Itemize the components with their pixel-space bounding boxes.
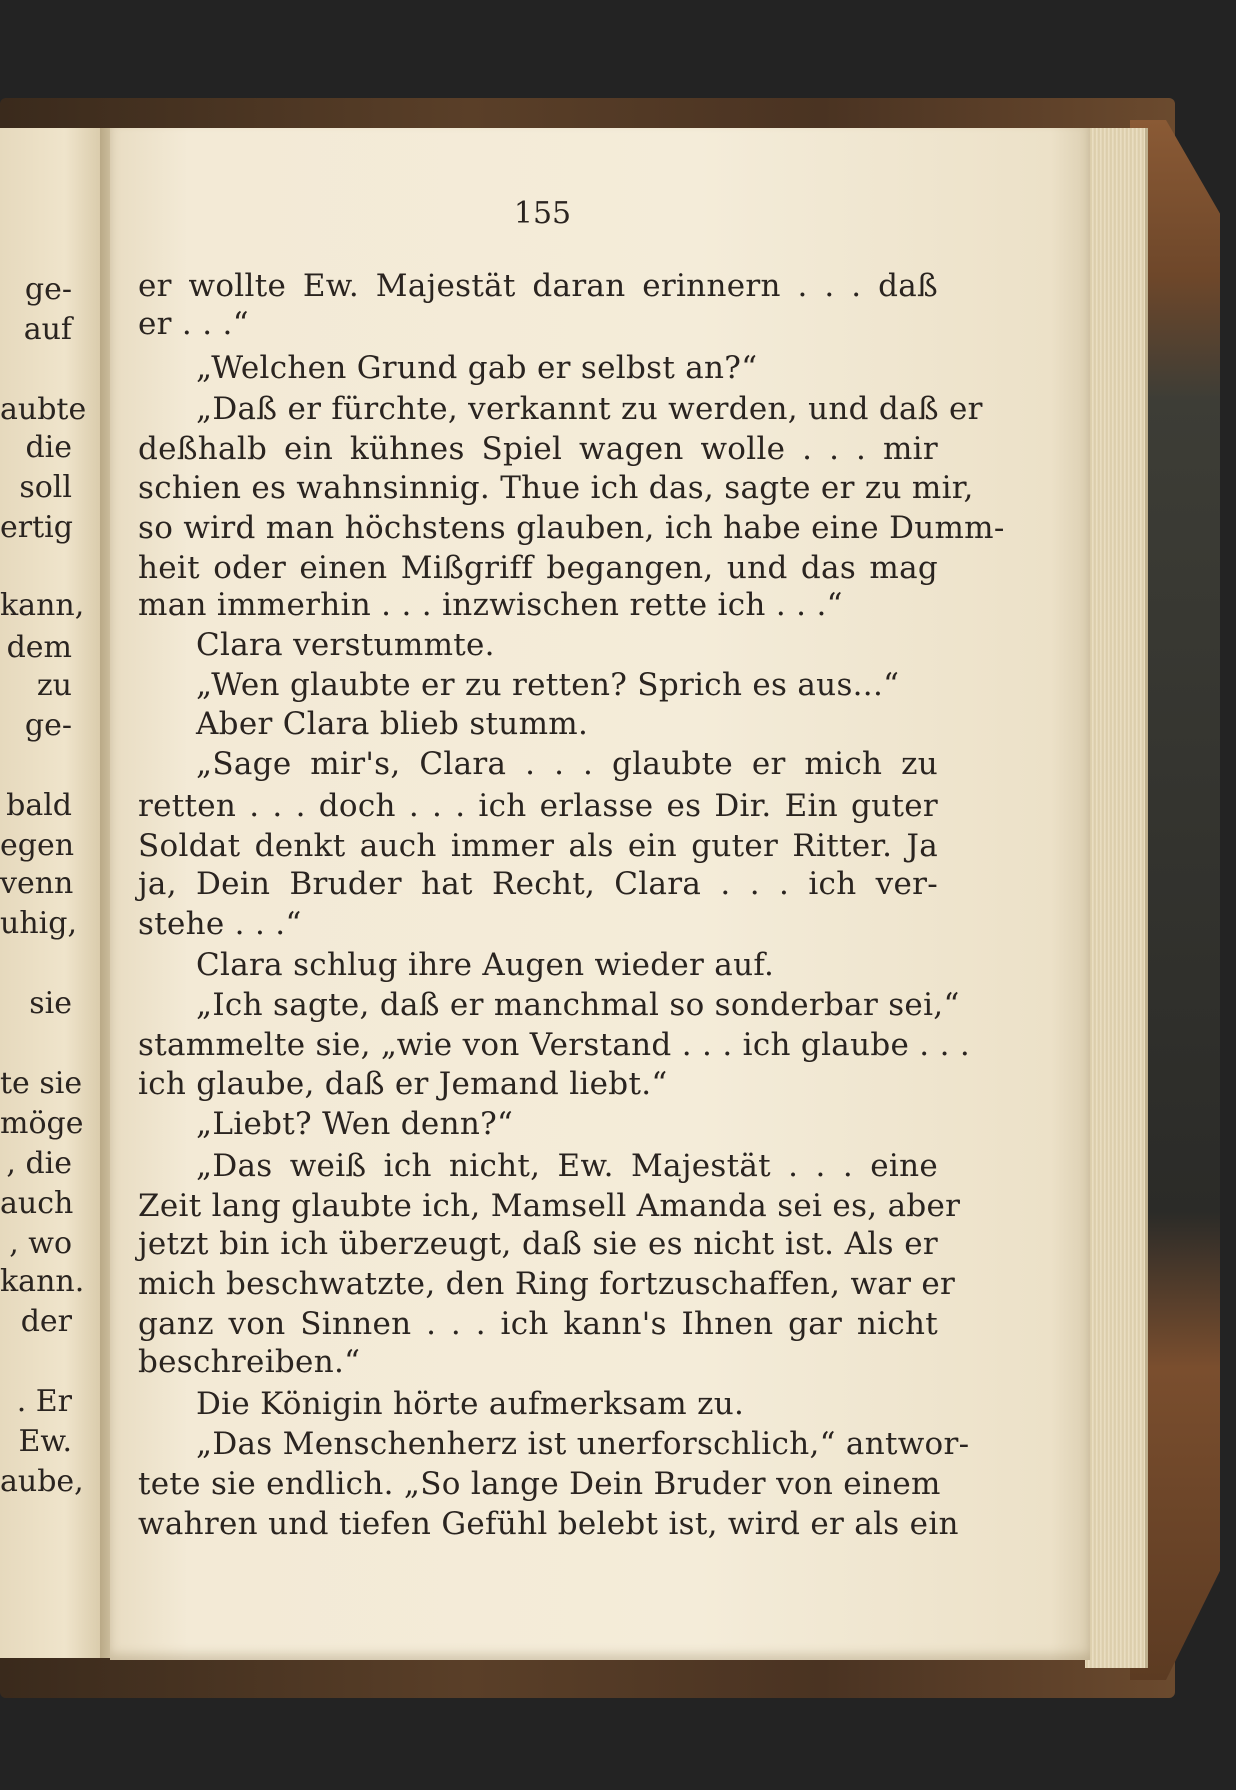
left-page-line: zu — [36, 668, 72, 703]
text-line: wahren und tiefen Gefühl belebt ist, wird er als ein — [138, 1506, 959, 1542]
text-line: heit oder einen Mißgriff begangen, und das mag — [138, 550, 938, 586]
left-page-line: venn — [0, 866, 74, 901]
left-page-line: möge — [0, 1106, 84, 1141]
text-line: „Wen glaubte er zu retten? Sprich es aus...“ — [196, 667, 900, 703]
left-page-line: aube, — [0, 1464, 84, 1499]
left-page-line: ge- — [24, 708, 72, 743]
page-number: 155 — [513, 196, 572, 231]
text-line: „Liebt? Wen denn?“ — [196, 1106, 514, 1142]
text-line: ich glaube, daß er Jemand liebt.“ — [138, 1066, 668, 1102]
left-page-line: , wo — [9, 1226, 72, 1261]
left-page-line: kann, — [0, 588, 85, 623]
left-page-line: Ew. — [18, 1424, 72, 1459]
text-line: Zeit lang glaubte ich, Mamsell Amanda sei es, aber — [138, 1188, 961, 1224]
left-page-line: auf — [23, 312, 72, 347]
text-line: deßhalb ein kühnes Spiel wagen wolle . . . mir — [138, 431, 938, 467]
page-stack-edge — [1085, 128, 1148, 1668]
text-line: „Das Menschenherz ist unerforschlich,“ antwor- — [196, 1426, 970, 1462]
text-line: „Sage mir's, Clara . . . glaubte er mich zu — [196, 746, 938, 782]
text-line: ja, Dein Bruder hat Recht, Clara . . . ich ver- — [138, 866, 938, 902]
text-line: so wird man höchstens glauben, ich habe eine Dumm- — [138, 510, 1005, 546]
text-line: Soldat denkt auch immer als ein guter Ritter. Ja — [138, 828, 938, 864]
left-page-line: sie — [29, 986, 72, 1021]
left-page-line: te sie — [0, 1066, 83, 1101]
left-page-line: kann. — [0, 1264, 85, 1299]
text-line: Aber Clara blieb stumm. — [196, 706, 589, 742]
text-line: mich beschwatzte, den Ring fortzuschaffen, war er — [138, 1266, 956, 1302]
text-line: Clara schlug ihre Augen wieder auf. — [196, 947, 775, 983]
text-line: beschreiben.“ — [138, 1344, 361, 1380]
text-line: jetzt bin ich überzeugt, daß sie es nicht ist. Als er — [138, 1226, 938, 1262]
left-page-line: uhig, — [0, 906, 77, 941]
text-line: „Das weiß ich nicht, Ew. Majestät . . . eine — [196, 1148, 938, 1184]
left-page-line: der — [20, 1304, 72, 1339]
text-line: Die Königin hörte aufmerksam zu. — [196, 1386, 745, 1422]
text-line: man immerhin . . . inzwischen rette ich . . .“ — [138, 587, 843, 623]
left-page-line: egen — [0, 828, 75, 863]
left-page-line: ge- — [24, 272, 72, 307]
text-line: stammelte sie, „wie von Verstand . . . ich glaube . . . — [138, 1027, 971, 1063]
left-page-line: soll — [19, 470, 72, 505]
left-page-line: aubte — [0, 392, 87, 427]
text-line: „Welchen Grund gab er selbst an?“ — [196, 350, 758, 386]
left-page-line: die — [25, 430, 72, 465]
text-line: „Daß er fürchte, verkannt zu werden, und daß er — [196, 391, 983, 427]
text-line: tete sie endlich. „So lange Dein Bruder von einem — [138, 1466, 941, 1502]
text-line: „Ich sagte, daß er manchmal so sonderbar sei,“ — [196, 987, 960, 1023]
left-page-line: bald — [6, 788, 72, 823]
text-line: Clara verstummte. — [196, 627, 495, 663]
left-page-line: , die — [6, 1146, 72, 1181]
text-line: er . . .“ — [138, 306, 249, 342]
text-line: schien es wahnsinnig. Thue ich das, sagte er zu mir, — [138, 470, 974, 506]
left-page-line: dem — [6, 630, 72, 665]
text-line: ganz von Sinnen . . . ich kann's Ihnen gar nicht — [138, 1306, 938, 1342]
text-line: stehe . . .“ — [138, 906, 302, 942]
left-page-line: auch — [0, 1186, 74, 1221]
text-line: er wollte Ew. Majestät daran erinnern . . . daß — [138, 268, 938, 304]
left-page-line: ertig — [0, 510, 73, 545]
left-page-line: . Er — [16, 1384, 72, 1419]
text-line: retten . . . doch . . . ich erlasse es Dir. Ein guter — [138, 788, 938, 824]
